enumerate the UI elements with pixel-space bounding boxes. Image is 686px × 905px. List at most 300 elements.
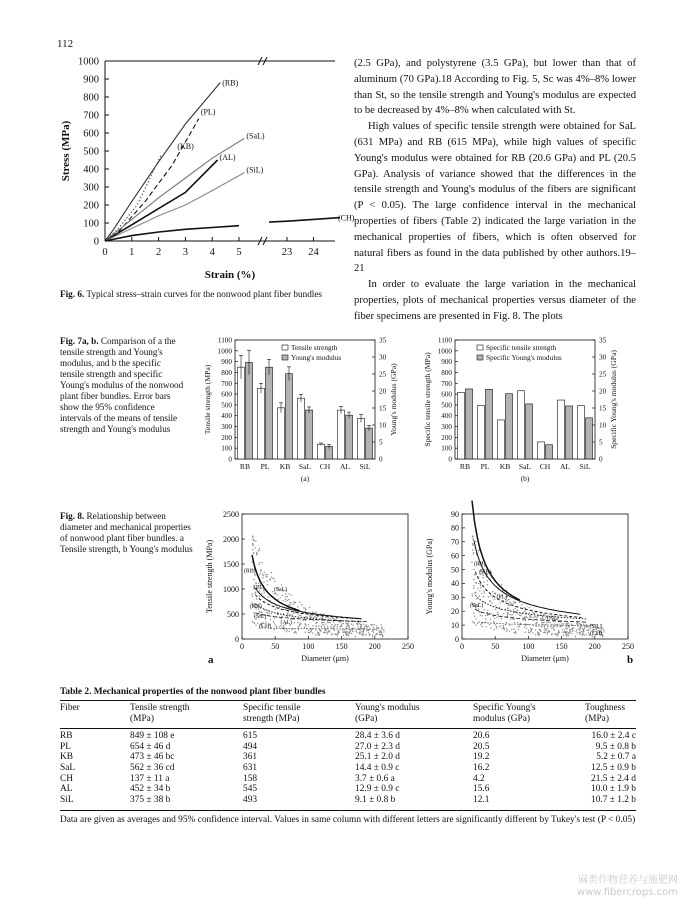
fig8b-point: [509, 624, 510, 625]
fig8a-point: [346, 626, 347, 627]
table2-cell: 849 ± 108 e: [130, 731, 175, 742]
fig8b-point: [482, 577, 483, 578]
fig8b-chart: [420, 505, 645, 665]
fig8b-point: [526, 628, 527, 629]
fig8a-point: [253, 623, 254, 624]
fig7b-chart: [420, 330, 640, 490]
table2-cell: 375 ± 38 b: [130, 794, 171, 805]
fig8a-point: [357, 624, 358, 625]
fig8a-point: [274, 629, 275, 630]
fig7a-legend-label-1: Tensile strength: [291, 343, 338, 352]
fig7b-y-tick-label: 1100: [437, 336, 452, 345]
fig8a-point: [334, 630, 335, 631]
fig8a-point: [381, 624, 382, 625]
fig8b-point: [531, 616, 532, 617]
table2-note: Data are given as averages and 95% confidence interval. Values in same column with different letters are significantly different by Tukey's test (P < 0.05): [60, 815, 636, 825]
fig8a-point: [275, 609, 276, 610]
fig8b-point: [503, 625, 504, 626]
table2-header-cell: (MPa): [585, 713, 609, 724]
fig8a-point: [285, 601, 286, 602]
fig8b-point: [548, 630, 549, 631]
fig8a-point: [275, 624, 276, 625]
table-row: [60, 774, 636, 785]
fig8a-point: [348, 635, 349, 636]
fig8b-point: [532, 632, 533, 633]
table2-cell: AL: [60, 784, 73, 795]
fig8b-point: [479, 595, 480, 596]
fig7b-y2-tick-label: 30: [599, 353, 607, 362]
fig8a-point: [329, 618, 330, 619]
fig8a-point: [265, 574, 266, 575]
fig8a-point: [309, 616, 310, 617]
fig8b-point: [544, 625, 545, 626]
fig8a-point: [368, 630, 369, 631]
fig8a-x-tick-label: 150: [335, 642, 348, 651]
fig7b-y2-tick-label: 5: [599, 438, 603, 447]
fig8a-point: [299, 602, 300, 603]
fig8b-x-label: Diameter (μm): [521, 654, 569, 663]
fig8b-point: [494, 593, 495, 594]
fig8b-point: [492, 591, 493, 592]
fig8b-point: [547, 633, 548, 634]
fig8b-point: [507, 615, 508, 616]
fig7b-bar-s2: [466, 389, 473, 459]
fig7b-y2-tick-label: 10: [599, 421, 607, 430]
fig8a-point: [281, 616, 282, 617]
fig8a-point: [378, 630, 379, 631]
fig8b-point: [566, 631, 567, 632]
fig8a-point: [286, 631, 287, 632]
fig7b-bar-s1: [538, 442, 545, 459]
fig8a-curve-label: (SiL): [253, 614, 267, 620]
fig8b-point: [511, 629, 512, 630]
fig8b-point: [510, 602, 511, 603]
fig8a-y-tick-label: 500: [227, 609, 239, 619]
fig8b-point: [528, 630, 529, 631]
fig8b-point: [545, 632, 546, 633]
fig6-x-tick-label: 5: [236, 247, 242, 258]
fig8b-point: [507, 607, 508, 608]
fig8a-point: [374, 624, 375, 625]
fig7b-x-tick-label: KB: [499, 462, 511, 471]
fig8b-point: [476, 598, 477, 599]
table2-cell: 28.4 ± 3.6 d: [355, 731, 400, 742]
fig8a-point: [315, 634, 316, 635]
fig8b-point: [524, 632, 525, 633]
fig8b-point: [507, 613, 508, 614]
fig8b-point: [542, 622, 543, 623]
fig8a-curve-label: (SaL): [273, 587, 288, 593]
fig8a-point: [346, 631, 347, 632]
fig8a-point: [363, 631, 364, 632]
page-number: 112: [57, 38, 74, 50]
fig6-y-tick-label: 800: [83, 92, 99, 104]
fig8a-point: [287, 613, 288, 614]
fig8b-point: [542, 618, 543, 619]
fig8a-point: [311, 630, 312, 631]
fig7b-legend-label-2: Specific Young's modulus: [486, 353, 562, 362]
fig8b-point: [564, 632, 565, 633]
fig7a-bar-s2: [306, 410, 313, 459]
fig8a-y-tick-label: 1500: [223, 559, 239, 569]
fig8b-point: [584, 626, 585, 627]
fig8a-point: [352, 631, 353, 632]
fig8b-point: [551, 627, 552, 628]
fig8a-point: [336, 634, 337, 635]
fig7a-y2-tick-label: 0: [379, 455, 383, 464]
fig6-caption: [60, 289, 350, 300]
fig8b-point: [572, 631, 573, 632]
fig8a-point: [297, 606, 298, 607]
fig8a-point: [364, 626, 365, 627]
fig8b-point: [484, 592, 485, 593]
table2-header-cell: Toughness: [585, 703, 625, 713]
fig8a-point: [259, 595, 260, 596]
fig8b-point: [494, 598, 495, 599]
fig8a-point: [257, 623, 258, 624]
fig7b-bar-s1: [518, 391, 525, 459]
fig8b-point: [474, 574, 475, 575]
fig8b-point: [473, 553, 474, 554]
fig8b-point: [487, 615, 488, 616]
fig8b-point: [585, 634, 586, 635]
fig8a-point: [373, 629, 374, 630]
table-row: [60, 784, 636, 795]
fig8a-point: [288, 593, 289, 594]
fig8a-point: [376, 625, 377, 626]
fig8b-point: [544, 630, 545, 631]
fig8a-point: [263, 575, 264, 576]
fig8b-point: [533, 613, 534, 614]
table2-cell: 21.5 ± 2.4 d: [591, 773, 636, 784]
fig8a-point: [376, 633, 377, 634]
fig8a-point: [285, 609, 286, 610]
fig8a-point: [255, 592, 256, 593]
fig7b-y2-tick-label: 15: [599, 404, 607, 413]
table2-header-cell: modulus (GPa): [473, 713, 531, 724]
table2-cell: SaL: [60, 762, 76, 773]
fig8a-point: [251, 593, 252, 594]
fig7a-x-tick-label: CH: [319, 462, 331, 471]
fig8a-point: [360, 624, 361, 625]
fig8b-point: [472, 535, 473, 536]
fig8a-point: [253, 579, 254, 580]
fig8b-point: [474, 616, 475, 617]
fig7a-bar-s2: [286, 374, 293, 459]
fig8a-point: [259, 562, 260, 563]
fig8b-point: [481, 593, 482, 594]
fig8a-point: [253, 553, 254, 554]
fig8a-point: [278, 626, 279, 627]
fig7b-y-tick-label: 700: [441, 379, 452, 388]
fig8a-point: [305, 625, 306, 626]
fig8b-y-tick-label: 0: [455, 634, 459, 644]
fig8b-point: [520, 613, 521, 614]
fig8b-point: [563, 635, 564, 636]
fig8a-point: [357, 622, 358, 623]
fig8a-point: [285, 593, 286, 594]
fig7a-y-tick-label: 700: [221, 379, 232, 388]
fig8a-point: [343, 635, 344, 636]
fig8b-point: [506, 622, 507, 623]
fig8a-point: [270, 619, 271, 620]
fig8b-point: [505, 601, 506, 602]
fig8b-point: [557, 626, 558, 627]
table2-cell: 12.9 ± 0.9 c: [355, 784, 400, 795]
fig8b-y-tick-label: 40: [451, 579, 459, 589]
fig8a-point: [332, 618, 333, 619]
fig8b-point: [472, 595, 473, 596]
table2-header-row: [60, 714, 636, 725]
fig8b-point: [556, 634, 557, 635]
fig8a-x-tick-label: 250: [402, 642, 414, 651]
fig8b-point: [501, 584, 502, 585]
fig8b-point: [577, 622, 578, 623]
fig8a-point: [348, 626, 349, 627]
fig8b-point: [509, 609, 510, 610]
fig8b-point: [533, 617, 534, 618]
fig8-panel-a-label: a: [208, 654, 214, 666]
watermark-line-1: 麻类作物营养与施肥网: [578, 875, 678, 886]
fig8a-point: [287, 629, 288, 630]
fig8a-point: [363, 634, 364, 635]
fig8a-point: [358, 629, 359, 630]
fig7a-y-label: Tensile strength (MPa): [203, 364, 212, 435]
fig6-y-tick-label: 600: [83, 128, 99, 140]
fig8a-curve-label: (CH): [259, 623, 272, 630]
fig8a-point: [293, 602, 294, 603]
fig8a-y-tick-label: 2500: [223, 509, 239, 519]
fig8a-point: [288, 599, 289, 600]
fig6-curve-pl: [105, 119, 199, 241]
fig8a-point: [303, 607, 304, 608]
fig8b-point: [561, 624, 562, 625]
fig8b-point: [529, 607, 530, 608]
fig8a-point: [305, 620, 306, 621]
fig8b-point: [485, 626, 486, 627]
fig8b-point: [515, 602, 516, 603]
fig8b-point: [540, 613, 541, 614]
fig8b-point: [537, 633, 538, 634]
fig8b-point: [571, 628, 572, 629]
fig8b-point: [544, 619, 545, 620]
fig8a-point: [293, 612, 294, 613]
fig8a-point: [346, 623, 347, 624]
fig8b-point: [480, 587, 481, 588]
fig8a-point: [253, 540, 254, 541]
fig8b-point: [507, 614, 508, 615]
fig7a-x-tick-label: AL: [339, 462, 351, 471]
fig8b-point: [526, 617, 527, 618]
fig8b-y-tick-label: 90: [451, 509, 459, 519]
fig8a-point: [363, 624, 364, 625]
fig8b-point: [588, 630, 589, 631]
fig8a-point: [276, 626, 277, 627]
fig8a-point: [301, 604, 302, 605]
fig7b-bar-s2: [586, 418, 593, 459]
fig8a-point: [264, 592, 265, 593]
fig7a-x-tick-label: SaL: [298, 462, 312, 471]
fig7a-legend-swatch-2: [282, 355, 288, 360]
fig7a-y2-tick-label: 15: [379, 404, 387, 413]
fig8b-point: [528, 624, 529, 625]
fig8a-point: [365, 634, 366, 635]
fig8b-fit-curve: [475, 572, 581, 618]
fig8a-point: [314, 616, 315, 617]
fig8b-point: [487, 612, 488, 613]
fig8b-point: [507, 605, 508, 606]
table2-rule-top: [60, 700, 636, 701]
fig8b-y-tick-label: 50: [451, 565, 459, 575]
fig8a-point: [298, 629, 299, 630]
fig8a-point: [256, 598, 257, 599]
fig6-curve-label: (SiL): [246, 165, 264, 175]
fig8a-point: [281, 584, 282, 585]
fig8a-point: [382, 636, 383, 637]
fig8a-point: [262, 577, 263, 578]
fig7b-legend-swatch-1: [477, 345, 483, 350]
fig6-chart: [55, 50, 355, 290]
fig8b-point: [580, 632, 581, 633]
fig8a-point: [322, 622, 323, 623]
fig7a-bar-s1: [298, 398, 305, 459]
fig8b-point: [515, 631, 516, 632]
fig8a-point: [323, 632, 324, 633]
fig8a-point: [255, 624, 256, 625]
fig8a-point: [261, 612, 262, 613]
fig8a-point: [283, 627, 284, 628]
fig8b-point: [583, 624, 584, 625]
fig8a-point: [330, 626, 331, 627]
fig7a-y-tick-label: 1100: [217, 336, 232, 345]
table2-cell: 20.5: [473, 741, 490, 752]
fig8a-point: [299, 625, 300, 626]
table-row: [60, 795, 636, 806]
fig8a-point: [348, 625, 349, 626]
fig8b-point: [562, 629, 563, 630]
fig7b-y-tick-label: 500: [441, 401, 452, 410]
fig8a-point: [316, 626, 317, 627]
fig8a-point: [252, 543, 253, 544]
fig8b-point: [483, 581, 484, 582]
fig7b-y-tick-label: 900: [441, 358, 452, 367]
table2-cell: 473 ± 46 bc: [130, 752, 175, 763]
fig6-x-tick-label: 2: [155, 247, 162, 258]
fig8a-point: [322, 618, 323, 619]
fig8b-point: [576, 632, 577, 633]
fig8a-point: [259, 611, 260, 612]
fig8b-point: [547, 621, 548, 622]
fig8b-point: [581, 634, 582, 635]
fig8a-point: [255, 547, 256, 548]
fig8a-point: [346, 628, 347, 629]
fig6-curve-label: (AL): [219, 153, 236, 162]
fig8b-point: [523, 607, 524, 608]
fig8b-point: [473, 579, 474, 580]
fig8b-point: [524, 627, 525, 628]
fig8b-point: [528, 632, 529, 633]
fig8b-point: [473, 585, 474, 586]
fig8b-point: [538, 634, 539, 635]
fig8b-point: [473, 623, 474, 624]
fig8a-point: [337, 635, 338, 636]
fig7b-x-tick-label: SaL: [518, 462, 532, 471]
table2-header-cell: Fiber: [60, 703, 80, 713]
fig8b-x-tick-label: 0: [460, 642, 464, 651]
fig7a-x-tick-label: KB: [279, 462, 291, 471]
fig8a-point: [337, 626, 338, 627]
table2-cell: 12.1: [473, 794, 490, 805]
fig8a-point: [353, 628, 354, 629]
table2-header-cell: (MPa): [130, 713, 154, 724]
fig6-caption-text: Typical stress–strain curves for the nonwood plant fiber bundles: [86, 289, 323, 299]
fig8b-point: [489, 601, 490, 602]
fig7a-bar-s1: [238, 367, 245, 459]
fig8a-point: [317, 631, 318, 632]
table2-cell: 16.2: [473, 762, 490, 773]
fig8b-point: [489, 624, 490, 625]
table2-rule-bottom: [60, 810, 636, 811]
fig7b-y-tick-label: 100: [441, 444, 452, 453]
fig8b-point: [509, 631, 510, 632]
fig8a-point: [305, 609, 306, 610]
fig8b-point: [525, 624, 526, 625]
fig8a-point: [383, 631, 384, 632]
fig8a-point: [291, 594, 292, 595]
fig8a-point: [265, 621, 266, 622]
fig8b-point: [487, 580, 488, 581]
table2-header-cell: (GPa): [355, 713, 378, 724]
fig8a-point: [252, 595, 253, 596]
fig8a-point: [380, 631, 381, 632]
fig8a-x-label: Diameter (μm): [301, 654, 349, 663]
fig8b-point: [501, 628, 502, 629]
fig8b-point: [579, 630, 580, 631]
fig8b-point: [500, 625, 501, 626]
table2-cell: 10.0 ± 1.9 b: [591, 784, 636, 795]
fig8b-x-tick-label: 200: [588, 642, 601, 651]
fig8a-point: [255, 540, 256, 541]
fig8a-point: [376, 628, 377, 629]
table2-cell: 5.2 ± 0.7 a: [596, 752, 636, 763]
fig6-x-tick-label: 4: [209, 247, 215, 258]
table2-cell: SiL: [60, 794, 74, 805]
fig8b-point: [578, 629, 579, 630]
fig7a-bar-s1: [278, 408, 285, 459]
fig8a-fit-curve: [259, 628, 373, 629]
fig7a-y2-tick-label: 25: [379, 370, 387, 379]
fig8b-point: [561, 625, 562, 626]
fig8a-point: [267, 580, 268, 581]
fig8b-point: [475, 624, 476, 625]
fig8a-point: [251, 561, 252, 562]
fig7b-y2-tick-label: 0: [599, 455, 603, 464]
fig8a-point: [259, 550, 260, 551]
fig8a-point: [334, 625, 335, 626]
fig8b-point: [515, 611, 516, 612]
fig7b-bar-s1: [558, 400, 565, 459]
fig8a-point: [339, 621, 340, 622]
fig8b-point: [559, 626, 560, 627]
fig8b-point: [499, 602, 500, 603]
fig8b-point: [518, 629, 519, 630]
fig7b-legend-swatch-2: [477, 355, 483, 360]
fig8b-point: [493, 621, 494, 622]
table2-cell: 654 ± 46 d: [130, 741, 171, 752]
fig8a-point: [331, 624, 332, 625]
fig8a-point: [261, 593, 262, 594]
fig8a-point: [262, 562, 263, 563]
